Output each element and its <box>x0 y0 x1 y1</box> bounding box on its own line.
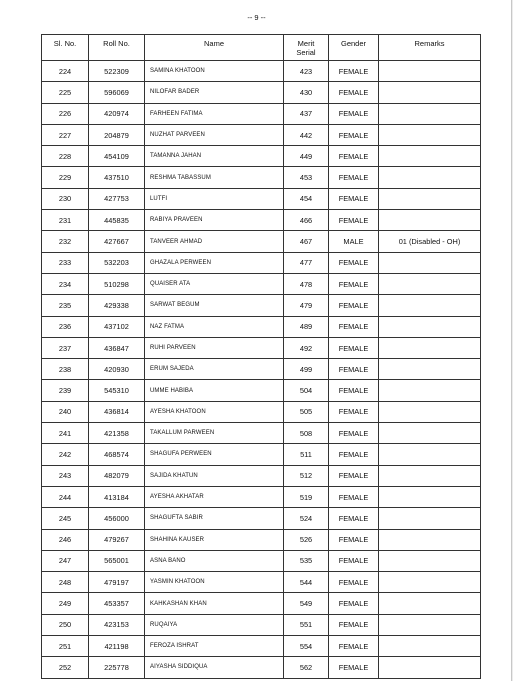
cell-name: LUTFI <box>145 188 284 209</box>
cell-gender: FEMALE <box>329 252 379 273</box>
cell-gender: FEMALE <box>329 380 379 401</box>
cell-sl-no: 236 <box>42 316 89 337</box>
cell-name: NILOFAR BADER <box>145 82 284 103</box>
table-row <box>42 550 481 571</box>
cell-name: TAMANNA JAHAN <box>145 146 284 167</box>
cell-gender: FEMALE <box>329 465 379 486</box>
cell-remarks <box>379 508 481 529</box>
cell-merit-serial: 551 <box>284 614 329 635</box>
cell-roll-no: 421358 <box>89 423 145 444</box>
cell-roll-no: 445835 <box>89 210 145 231</box>
header-roll-no: Roll No. <box>89 35 145 61</box>
cell-remarks <box>379 423 481 444</box>
cell-gender: FEMALE <box>329 103 379 124</box>
cell-sl-no: 233 <box>42 252 89 273</box>
cell-roll-no: 545310 <box>89 380 145 401</box>
cell-gender: FEMALE <box>329 508 379 529</box>
cell-remarks <box>379 572 481 593</box>
cell-roll-no: 565001 <box>89 550 145 571</box>
cell-name: SARWAT BEGUM <box>145 295 284 316</box>
cell-gender: FEMALE <box>329 550 379 571</box>
cell-merit-serial: 442 <box>284 124 329 145</box>
cell-name: AIYASHA SIDDIQUA <box>145 657 284 678</box>
cell-merit-serial: 524 <box>284 508 329 529</box>
cell-roll-no: 436814 <box>89 401 145 422</box>
table-row <box>42 465 481 486</box>
cell-merit-serial: 489 <box>284 316 329 337</box>
cell-remarks <box>379 146 481 167</box>
table-row <box>42 82 481 103</box>
cell-remarks <box>379 316 481 337</box>
cell-remarks <box>379 210 481 231</box>
cell-sl-no: 229 <box>42 167 89 188</box>
cell-gender: MALE <box>329 231 379 252</box>
cell-sl-no: 247 <box>42 550 89 571</box>
table-row <box>42 636 481 657</box>
cell-name: RUQAIYA <box>145 614 284 635</box>
cell-gender: FEMALE <box>329 337 379 358</box>
cell-roll-no: 204879 <box>89 124 145 145</box>
cell-merit-serial: 477 <box>284 252 329 273</box>
page-number: -- 9 -- <box>247 13 266 22</box>
cell-gender: FEMALE <box>329 359 379 380</box>
cell-remarks <box>379 252 481 273</box>
cell-gender: FEMALE <box>329 82 379 103</box>
cell-roll-no: 532203 <box>89 252 145 273</box>
cell-remarks <box>379 103 481 124</box>
cell-gender: FEMALE <box>329 167 379 188</box>
cell-sl-no: 252 <box>42 657 89 678</box>
cell-merit-serial: 554 <box>284 636 329 657</box>
cell-merit-serial: 430 <box>284 82 329 103</box>
cell-merit-serial: 519 <box>284 486 329 507</box>
cell-gender: FEMALE <box>329 572 379 593</box>
table-row <box>42 231 481 252</box>
header-merit-line2: Serial <box>296 48 316 57</box>
cell-remarks <box>379 486 481 507</box>
cell-name: ASNA BANO <box>145 550 284 571</box>
cell-name: QUAISER ATA <box>145 273 284 294</box>
cell-merit-serial: 453 <box>284 167 329 188</box>
cell-merit-serial: 512 <box>284 465 329 486</box>
cell-roll-no: 596069 <box>89 82 145 103</box>
table-row <box>42 273 481 294</box>
cell-name: RESHMA TABASSUM <box>145 167 284 188</box>
cell-remarks <box>379 295 481 316</box>
table-row <box>42 124 481 145</box>
cell-name: RUHI PARVEEN <box>145 337 284 358</box>
cell-gender: FEMALE <box>329 657 379 678</box>
cell-roll-no: 510298 <box>89 273 145 294</box>
cell-sl-no: 248 <box>42 572 89 593</box>
cell-remarks <box>379 465 481 486</box>
cell-roll-no: 437510 <box>89 167 145 188</box>
header-gender: Gender <box>329 35 379 61</box>
cell-name: YASMIN KHATOON <box>145 572 284 593</box>
cell-name: SAJIDA KHATUN <box>145 465 284 486</box>
cell-gender: FEMALE <box>329 423 379 444</box>
cell-sl-no: 238 <box>42 359 89 380</box>
cell-name: FEROZA ISHRAT <box>145 636 284 657</box>
cell-roll-no: 436847 <box>89 337 145 358</box>
cell-merit-serial: 508 <box>284 423 329 444</box>
cell-sl-no: 250 <box>42 614 89 635</box>
cell-gender: FEMALE <box>329 316 379 337</box>
cell-name: SHAGUFA PERWEEN <box>145 444 284 465</box>
cell-gender: FEMALE <box>329 636 379 657</box>
cell-merit-serial: 499 <box>284 359 329 380</box>
cell-roll-no: 453357 <box>89 593 145 614</box>
cell-merit-serial: 423 <box>284 61 329 82</box>
cell-sl-no: 241 <box>42 423 89 444</box>
cell-sl-no: 237 <box>42 337 89 358</box>
cell-gender: FEMALE <box>329 273 379 294</box>
cell-gender: FEMALE <box>329 210 379 231</box>
table-row <box>42 61 481 82</box>
table-row <box>42 593 481 614</box>
cell-remarks <box>379 124 481 145</box>
cell-name: RABIYA PRAVEEN <box>145 210 284 231</box>
table-row <box>42 316 481 337</box>
cell-remarks <box>379 614 481 635</box>
cell-remarks <box>379 529 481 550</box>
cell-roll-no: 429338 <box>89 295 145 316</box>
table-row <box>42 508 481 529</box>
table-row <box>42 188 481 209</box>
table-row <box>42 210 481 231</box>
cell-sl-no: 244 <box>42 486 89 507</box>
cell-name: TAKALLUM PARWEEN <box>145 423 284 444</box>
cell-name: SHAHINA KAUSER <box>145 529 284 550</box>
cell-roll-no: 427753 <box>89 188 145 209</box>
cell-remarks <box>379 593 481 614</box>
header-name: Name <box>145 35 284 61</box>
cell-gender: FEMALE <box>329 188 379 209</box>
cell-remarks <box>379 359 481 380</box>
cell-name: AYESHA AKHATAR <box>145 486 284 507</box>
cell-sl-no: 224 <box>42 61 89 82</box>
cell-sl-no: 246 <box>42 529 89 550</box>
cell-sl-no: 235 <box>42 295 89 316</box>
cell-roll-no: 413184 <box>89 486 145 507</box>
cell-remarks <box>379 61 481 82</box>
cell-remarks <box>379 273 481 294</box>
cell-remarks <box>379 657 481 678</box>
table-row <box>42 572 481 593</box>
cell-merit-serial: 511 <box>284 444 329 465</box>
table-row <box>42 252 481 273</box>
cell-remarks <box>379 337 481 358</box>
cell-gender: FEMALE <box>329 295 379 316</box>
header-merit-line1: Merit <box>297 39 315 48</box>
cell-sl-no: 240 <box>42 401 89 422</box>
cell-sl-no: 243 <box>42 465 89 486</box>
cell-name: GHAZALA PERWEEN <box>145 252 284 273</box>
header-remarks: Remarks <box>379 35 481 61</box>
cell-roll-no: 423153 <box>89 614 145 635</box>
cell-merit-serial: 535 <box>284 550 329 571</box>
cell-name: NAZ FATMA <box>145 316 284 337</box>
cell-merit-serial: 526 <box>284 529 329 550</box>
cell-sl-no: 249 <box>42 593 89 614</box>
cell-gender: FEMALE <box>329 593 379 614</box>
cell-merit-serial: 467 <box>284 231 329 252</box>
cell-merit-serial: 466 <box>284 210 329 231</box>
cell-name: TANVEER AHMAD <box>145 231 284 252</box>
cell-sl-no: 231 <box>42 210 89 231</box>
cell-merit-serial: 505 <box>284 401 329 422</box>
cell-remarks <box>379 636 481 657</box>
table-row <box>42 337 481 358</box>
cell-remarks <box>379 444 481 465</box>
merit-list-table <box>41 34 481 679</box>
cell-gender: FEMALE <box>329 444 379 465</box>
cell-roll-no: 479197 <box>89 572 145 593</box>
cell-roll-no: 454109 <box>89 146 145 167</box>
cell-sl-no: 251 <box>42 636 89 657</box>
cell-merit-serial: 549 <box>284 593 329 614</box>
header-merit-serial <box>284 35 329 61</box>
cell-merit-serial: 437 <box>284 103 329 124</box>
table-row <box>42 380 481 401</box>
cell-gender: FEMALE <box>329 124 379 145</box>
cell-sl-no: 226 <box>42 103 89 124</box>
table-header-row <box>42 35 481 61</box>
cell-name: UMME HABIBA <box>145 380 284 401</box>
cell-sl-no: 230 <box>42 188 89 209</box>
cell-roll-no: 456000 <box>89 508 145 529</box>
cell-sl-no: 227 <box>42 124 89 145</box>
header-sl-no: Sl. No. <box>42 35 89 61</box>
cell-roll-no: 522309 <box>89 61 145 82</box>
cell-merit-serial: 478 <box>284 273 329 294</box>
cell-name: NUZHAT PARVEEN <box>145 124 284 145</box>
cell-merit-serial: 454 <box>284 188 329 209</box>
cell-sl-no: 245 <box>42 508 89 529</box>
table-row <box>42 103 481 124</box>
table-row <box>42 444 481 465</box>
cell-merit-serial: 504 <box>284 380 329 401</box>
table-row <box>42 167 481 188</box>
cell-roll-no: 420974 <box>89 103 145 124</box>
table-row <box>42 146 481 167</box>
cell-name: KAHKASHAN KHAN <box>145 593 284 614</box>
cell-sl-no: 234 <box>42 273 89 294</box>
cell-merit-serial: 544 <box>284 572 329 593</box>
table-row <box>42 529 481 550</box>
table-row <box>42 486 481 507</box>
cell-gender: FEMALE <box>329 614 379 635</box>
cell-roll-no: 482079 <box>89 465 145 486</box>
cell-remarks <box>379 82 481 103</box>
cell-sl-no: 225 <box>42 82 89 103</box>
cell-remarks <box>379 550 481 571</box>
cell-sl-no: 228 <box>42 146 89 167</box>
cell-name: ERUM SAJEDA <box>145 359 284 380</box>
table-row <box>42 295 481 316</box>
cell-roll-no: 479267 <box>89 529 145 550</box>
cell-gender: FEMALE <box>329 486 379 507</box>
table-row <box>42 423 481 444</box>
cell-name: SAMINA KHATOON <box>145 61 284 82</box>
cell-name: AYESHA KHATOON <box>145 401 284 422</box>
cell-name: FARHEEN FATIMA <box>145 103 284 124</box>
cell-roll-no: 437102 <box>89 316 145 337</box>
cell-merit-serial: 479 <box>284 295 329 316</box>
cell-merit-serial: 449 <box>284 146 329 167</box>
cell-remarks <box>379 380 481 401</box>
cell-sl-no: 242 <box>42 444 89 465</box>
cell-remarks <box>379 401 481 422</box>
cell-remarks: 01 (Disabled - OH) <box>379 231 481 252</box>
cell-merit-serial: 492 <box>284 337 329 358</box>
table-row <box>42 359 481 380</box>
cell-remarks <box>379 188 481 209</box>
cell-gender: FEMALE <box>329 529 379 550</box>
cell-roll-no: 421198 <box>89 636 145 657</box>
cell-roll-no: 420930 <box>89 359 145 380</box>
cell-name: SHAGUFTA SABIR <box>145 508 284 529</box>
cell-roll-no: 225778 <box>89 657 145 678</box>
table-row <box>42 657 481 678</box>
cell-sl-no: 239 <box>42 380 89 401</box>
cell-roll-no: 468574 <box>89 444 145 465</box>
cell-remarks <box>379 167 481 188</box>
table-row <box>42 401 481 422</box>
cell-gender: FEMALE <box>329 146 379 167</box>
cell-sl-no: 232 <box>42 231 89 252</box>
cell-merit-serial: 562 <box>284 657 329 678</box>
cell-gender: FEMALE <box>329 401 379 422</box>
cell-roll-no: 427667 <box>89 231 145 252</box>
table-row <box>42 614 481 635</box>
cell-gender: FEMALE <box>329 61 379 82</box>
